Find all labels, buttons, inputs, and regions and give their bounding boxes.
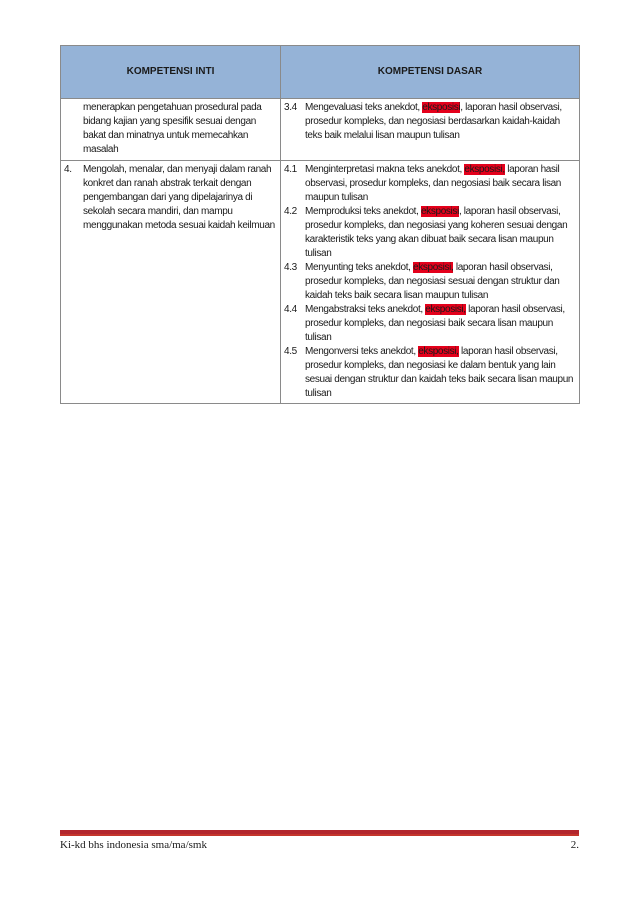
- kd-text: Mengonversi teks anekdot, eksposisi, laporan hasil observasi, prosedur kompleks, dan negosiasi ke dalam bentuk yang lain sesuai dengan struktur dan kaidah teks baik secara lisan maupun tulisan: [305, 346, 574, 399]
- kd-item: [284, 163, 575, 205]
- kd-item: [284, 303, 575, 345]
- table-row: [61, 161, 580, 404]
- kd-text: Menginterpretasi makna teks anekdot, eksposisi, laporan hasil observasi, prosedur kompleks, dan negosiasi baik secara lisan maupun tulisan: [305, 164, 562, 203]
- footer-document-title: Ki-kd bhs indonesia sma/ma/smk: [60, 839, 207, 851]
- highlighted-term: eksposisi: [420, 206, 459, 217]
- kd-number: 4.4: [284, 304, 297, 315]
- kd-item: [284, 261, 575, 303]
- kd-cell: [281, 99, 580, 161]
- header-kompetensi-inti: KOMPETENSI INTI: [61, 46, 281, 99]
- ki-text: menerapkan pengetahuan prosedural pada bidang kajian yang spesifik sesuai dengan bakat dan minatnya untuk memecahkan masalah: [83, 102, 262, 155]
- competency-table: [60, 45, 580, 404]
- kd-item: [284, 205, 575, 261]
- highlighted-term: eksposisi: [422, 102, 461, 113]
- header-kompetensi-dasar: KOMPETENSI DASAR: [281, 46, 580, 99]
- highlighted-term: eksposisi,: [425, 304, 466, 315]
- ki-item: [64, 163, 276, 233]
- highlighted-term: eksposisi,: [418, 346, 459, 357]
- footer-rule: [60, 830, 579, 836]
- ki-text: Mengolah, menalar, dan menyaji dalam ranah konkret dan ranah abstrak terkait dengan pengembangan dari yang dipelajarinya di sekolah secara mandiri, dan mampu menggunakan metoda sesuai kaidah keilmuan: [83, 164, 275, 231]
- kd-text: Mengevaluasi teks anekdot, eksposisi, laporan hasil observasi, prosedur kompleks, dan negosiasi berdasarkan kaidah-kaidah teks baik melalui lisan maupun tulisan: [305, 102, 562, 141]
- kd-cell: [281, 161, 580, 404]
- ki-number: 4.: [64, 164, 72, 175]
- ki-cell: [61, 161, 281, 404]
- kd-text: Menyunting teks anekdot, eksposisi, laporan hasil observasi, prosedur kompleks, dan negosiasi sesuai dengan struktur dan kaidah teks baik secara lisan maupun tulisan: [305, 262, 560, 301]
- highlighted-term: eksposisi,: [413, 262, 454, 273]
- table-header-row: [61, 46, 580, 99]
- footer-page-number: 2.: [570, 839, 579, 851]
- kd-text: Memproduksi teks anekdot, eksposisi, laporan hasil observasi, prosedur kompleks, dan negosiasi yang koheren sesuai dengan karakteristik teks yang akan dibuat baik secara lisan maupun tulisan: [305, 206, 568, 259]
- kd-item: [284, 345, 575, 401]
- kd-number: 4.3: [284, 262, 297, 273]
- kd-item: [284, 101, 575, 143]
- kd-text: Mengabstraksi teks anekdot, eksposisi, laporan hasil observasi, prosedur kompleks, dan negosiasi baik secara lisan maupun tulisan: [305, 304, 565, 343]
- kd-number: 4.1: [284, 164, 297, 175]
- ki-cell: [61, 99, 281, 161]
- highlighted-term: eksposisi,: [464, 164, 505, 175]
- kd-number: 3.4: [284, 102, 297, 113]
- kd-number: 4.5: [284, 346, 297, 357]
- table-row: [61, 99, 580, 161]
- kd-number: 4.2: [284, 206, 297, 217]
